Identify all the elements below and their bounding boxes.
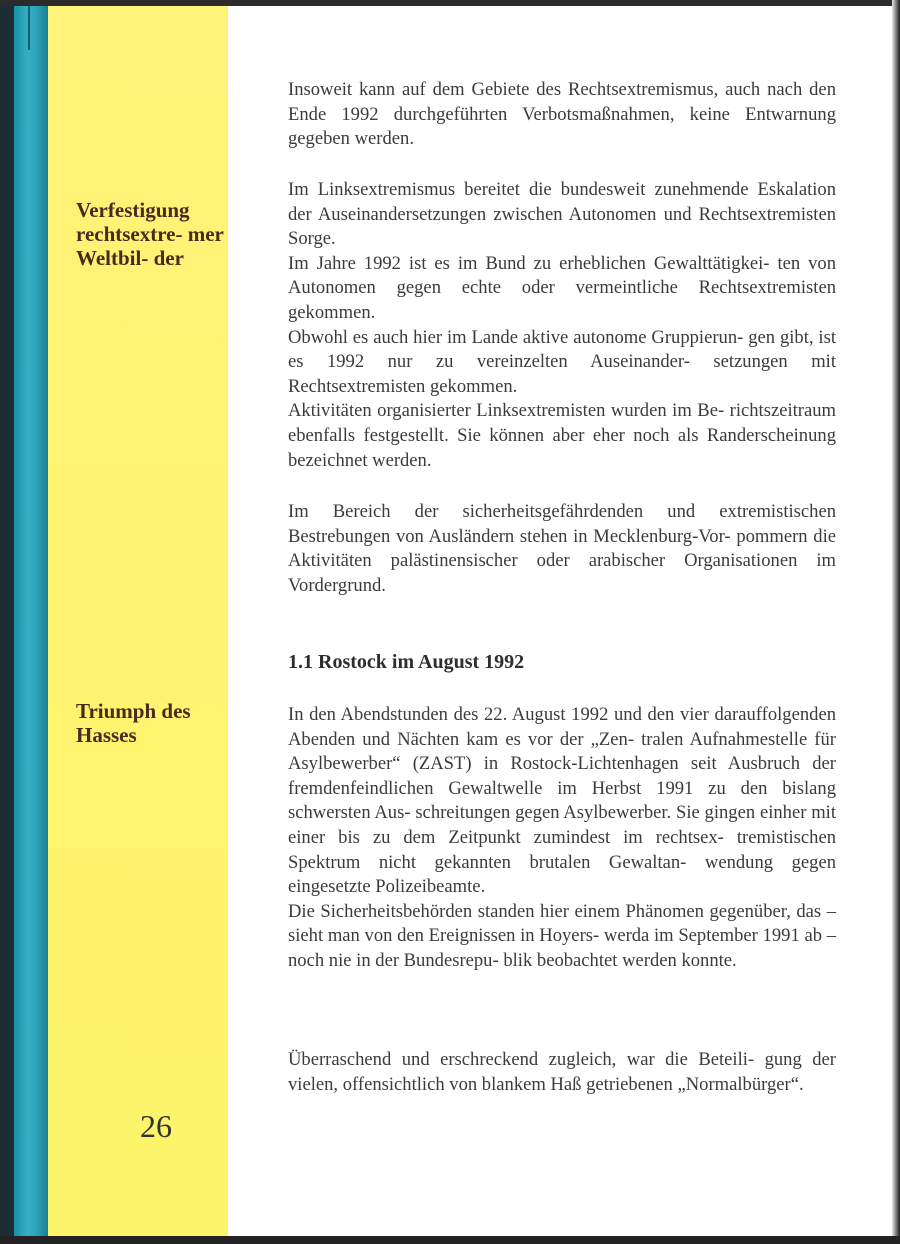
margin-heading-2: Triumph des Hasses bbox=[76, 699, 191, 747]
paragraph: Im Linksextremismus bereitet die bundesweit zunehmende Eskalation der Auseinandersetzungen zwischen Autonomen und Rechtsextremisten Sorge. bbox=[288, 179, 836, 250]
page-edge-left bbox=[0, 0, 14, 1244]
paragraph: Im Jahre 1992 ist es im Bund zu erheblichen Gewalttätigkei- ten von Autonomen gegen echte oder vermeintliche Rechtsextremisten gekommen. bbox=[288, 252, 836, 323]
paragraph-block-rostock bbox=[288, 703, 836, 974]
paragraph: Obwohl es auch hier im Lande aktive autonome Gruppierun- gen gibt, ist es 1992 nur zu vereinzelten Auseinander- setzungen mit Rechtsextremisten gekommen. bbox=[288, 326, 836, 397]
page-edge-bottom bbox=[0, 1236, 900, 1244]
paragraph-block-conclusion bbox=[288, 1048, 836, 1097]
teal-margin-bar bbox=[14, 0, 48, 1244]
page-edge-right bbox=[892, 0, 900, 1244]
yellow-margin-column bbox=[48, 0, 228, 1244]
paragraph: Die Sicherheitsbehörden standen hier einem Phänomen gegenüber, das – sieht man von den Ereignissen in Hoyers- werda im September 1991 ab – noch nie in der Bundesrepu- blik beobachtet werden konnte. bbox=[288, 900, 836, 971]
teal-bar-line bbox=[28, 0, 30, 50]
page-number: 26 bbox=[140, 1108, 172, 1144]
paragraph: Überraschend und erschreckend zugleich, war die Beteili- gung der vielen, offensichtlich von blankem Haß getriebenen „Normalbürger“. bbox=[288, 1049, 836, 1095]
paragraph-block-linksextremismus bbox=[288, 178, 836, 473]
paragraph: Insoweit kann auf dem Gebiete des Rechtsextremismus, auch nach den Ende 1992 durchgeführten Verbotsmaßnahmen, keine Entwarnung gegeben werden. bbox=[288, 79, 836, 150]
paragraph-block-intro bbox=[288, 78, 836, 152]
section-heading: 1.1 Rostock im August 1992 bbox=[288, 651, 525, 673]
margin-heading-1: Verfestigung rechtsextre- mer Weltbil- der bbox=[76, 198, 224, 270]
paragraph: Im Bereich der sicherheitsgefährdenden und extremistischen Bestrebungen von Ausländern stehen in Mecklenburg-Vor- pommern die Aktivitäten palästinensischer oder arabischer Organisationen im Vordergrund. bbox=[288, 501, 836, 596]
paragraph: Aktivitäten organisierter Linksextremisten wurden im Be- richtszeitraum ebenfalls festgestellt. Sie können aber eher noch als Randerscheinung bezeichnet werden. bbox=[288, 400, 836, 471]
page-edge-top bbox=[0, 0, 900, 6]
paragraph: In den Abendstunden des 22. August 1992 und den vier darauffolgenden Abenden und Nächten kam es vor der „Zen- tralen Aufnahmestelle für Asylbewerber“ (ZAST) in Rostock-Lichtenhagen seit Ausbruch der fremdenfeindlichen Gewaltwelle im Herbst 1991 zu den bislang schwersten Aus- schreitungen gegen Asylbewerber. Sie gingen einher mit einer bis zu dem Zeitpunkt zumindest im rechtsex- tremistischen Spektrum nicht gekannten brutalen Gewaltan- wendung gegen eingesetzte Polizeibeamte. bbox=[288, 704, 836, 898]
paragraph-block-auslaender bbox=[288, 500, 836, 598]
